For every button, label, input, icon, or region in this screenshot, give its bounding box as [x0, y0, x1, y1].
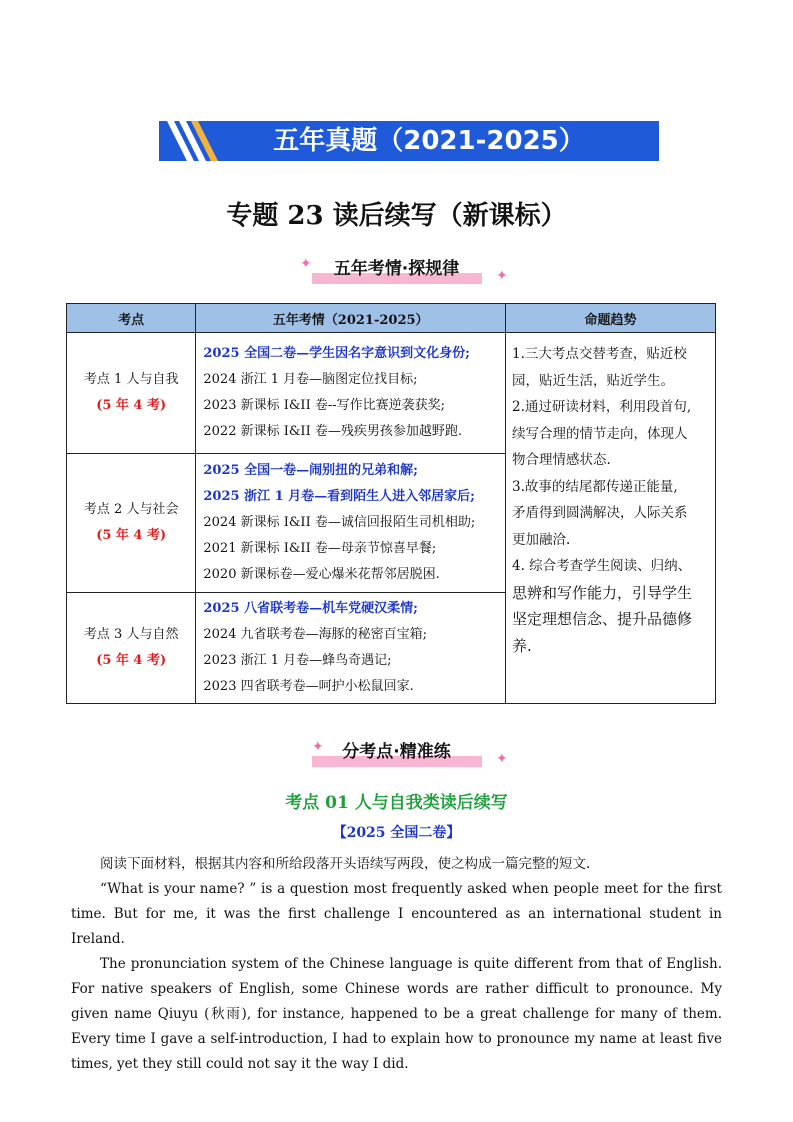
trend-line: 2.通过研读材料，利用段首句,	[511, 399, 692, 415]
sparkle-icon: ✦	[312, 739, 324, 755]
trend-line: 养.	[511, 636, 532, 655]
section-heading-text: 五年考情·探规律	[333, 259, 460, 279]
point-label: 考点 3 人与自然	[83, 627, 179, 642]
trend-line: 续写合理的情节走向，体现人	[511, 425, 688, 442]
trend-line: 1.三大考点交替考查，贴近校	[511, 346, 687, 362]
point-label: 考点 2 人与社会	[83, 502, 179, 517]
point-count: (5 年 4 考)	[96, 398, 167, 413]
trend-line: 3.故事的结尾都传递正能量,	[511, 478, 678, 495]
instruction-paragraph: 阅读下面材料，根据其内容和所给段落开头语续写两段，使之构成一篇完整的短文.	[100, 856, 591, 872]
trend-line: 物合理情感状态.	[511, 452, 611, 468]
trend-line: 园，贴近生活，贴近学生。	[511, 372, 674, 389]
page-title: 专题 23 读后续写（新课标）	[226, 201, 567, 231]
point-count: (5 年 4 考)	[96, 528, 167, 543]
passage-paragraph: The pronunciation system of the Chinese language is quite different from that of English. For native speakers of English, some Chinese words are rather difficult to pronounce. My given name Qiuyu (秋雨), for instance, happened to be a great challenge for many of them. Every time I gave a self-introduction, I had to explain how to pronounce my name at least five times, yet they still could not say it the way I did.	[71, 956, 722, 1072]
header-years: 五年考情（2021-2025）	[196, 304, 506, 333]
list-item: 2021 新课标 I&II 卷—母亲节惊喜早餐;	[203, 541, 437, 556]
topic-title: 考点 01 人与自我类读后续写	[285, 793, 508, 813]
passage-paragraph: “What is your name? ” is a question most frequently asked when people meet for the first time. But for me, it was the first challenge I encountered as an international student in Ireland.	[71, 881, 722, 947]
point-label: 考点 1 人与自我	[83, 372, 179, 387]
trend-line: 4. 综合考查学生阅读、归纳、	[511, 558, 692, 574]
list-item: 2020 新课标卷—爱心爆米花帮邻居脱困.	[203, 567, 440, 582]
trend-cell	[505, 333, 715, 704]
highlight-item: 2025 全国二卷—学生因名字意识到文化身份;	[203, 346, 470, 361]
point-cell	[67, 454, 196, 593]
title-banner	[159, 121, 659, 161]
years-cell	[196, 593, 506, 704]
years-cell	[196, 454, 506, 593]
exam-table	[66, 303, 716, 704]
banner-title: 五年真题（2021-2025）	[273, 126, 585, 156]
sparkle-icon: ✦	[496, 268, 508, 284]
sparkle-icon: ✦	[300, 256, 312, 272]
trend-line: 坚定理想信念、提升品德修	[511, 610, 692, 628]
table-header-row	[67, 304, 716, 333]
trend-line: 更加融洽.	[511, 531, 571, 548]
list-item: 2023 浙江 1 月卷—蜂鸟奇遇记;	[203, 653, 392, 668]
section-heading-text: 分考点·精准练	[342, 742, 451, 762]
list-item: 2023 四省联考卷—呵护小松鼠回家.	[203, 679, 414, 694]
list-item: 2024 九省联考卷—海豚的秘密百宝箱;	[203, 627, 427, 642]
source-label: 【2025 全国二卷】	[332, 825, 461, 841]
passage	[71, 852, 722, 1077]
highlight-item: 2025 全国一卷—闹别扭的兄弟和解;	[203, 463, 418, 478]
header-point: 考点	[67, 304, 196, 333]
header-trend: 命题趋势	[505, 304, 715, 333]
highlight-item: 2025 浙江 1 月卷—看到陌生人进入邻居家后;	[203, 489, 475, 504]
list-item: 2024 浙江 1 月卷—脑图定位找目标;	[203, 372, 418, 387]
point-count: (5 年 4 考)	[96, 653, 167, 668]
highlight-item: 2025 八省联考卷—机车党硬汉柔情;	[203, 601, 418, 616]
point-cell	[67, 333, 196, 454]
table-row	[67, 333, 716, 454]
list-item: 2024 新课标 I&II 卷—诚信回报陌生司机相助;	[203, 515, 476, 530]
trend-line: 矛盾得到圆满解决，人际关系	[511, 505, 688, 521]
list-item: 2022 新课标 I&II 卷—残疾男孩参加越野跑.	[203, 424, 462, 439]
section-heading-trends	[0, 254, 793, 288]
sparkle-icon: ✦	[496, 751, 508, 767]
section-heading-practice	[0, 737, 793, 771]
point-cell	[67, 593, 196, 704]
years-cell	[196, 333, 506, 454]
list-item: 2023 新课标 I&II 卷--写作比赛逆袭获奖;	[203, 398, 445, 413]
trend-line: 思辨和写作能力，引导学生	[511, 583, 692, 602]
